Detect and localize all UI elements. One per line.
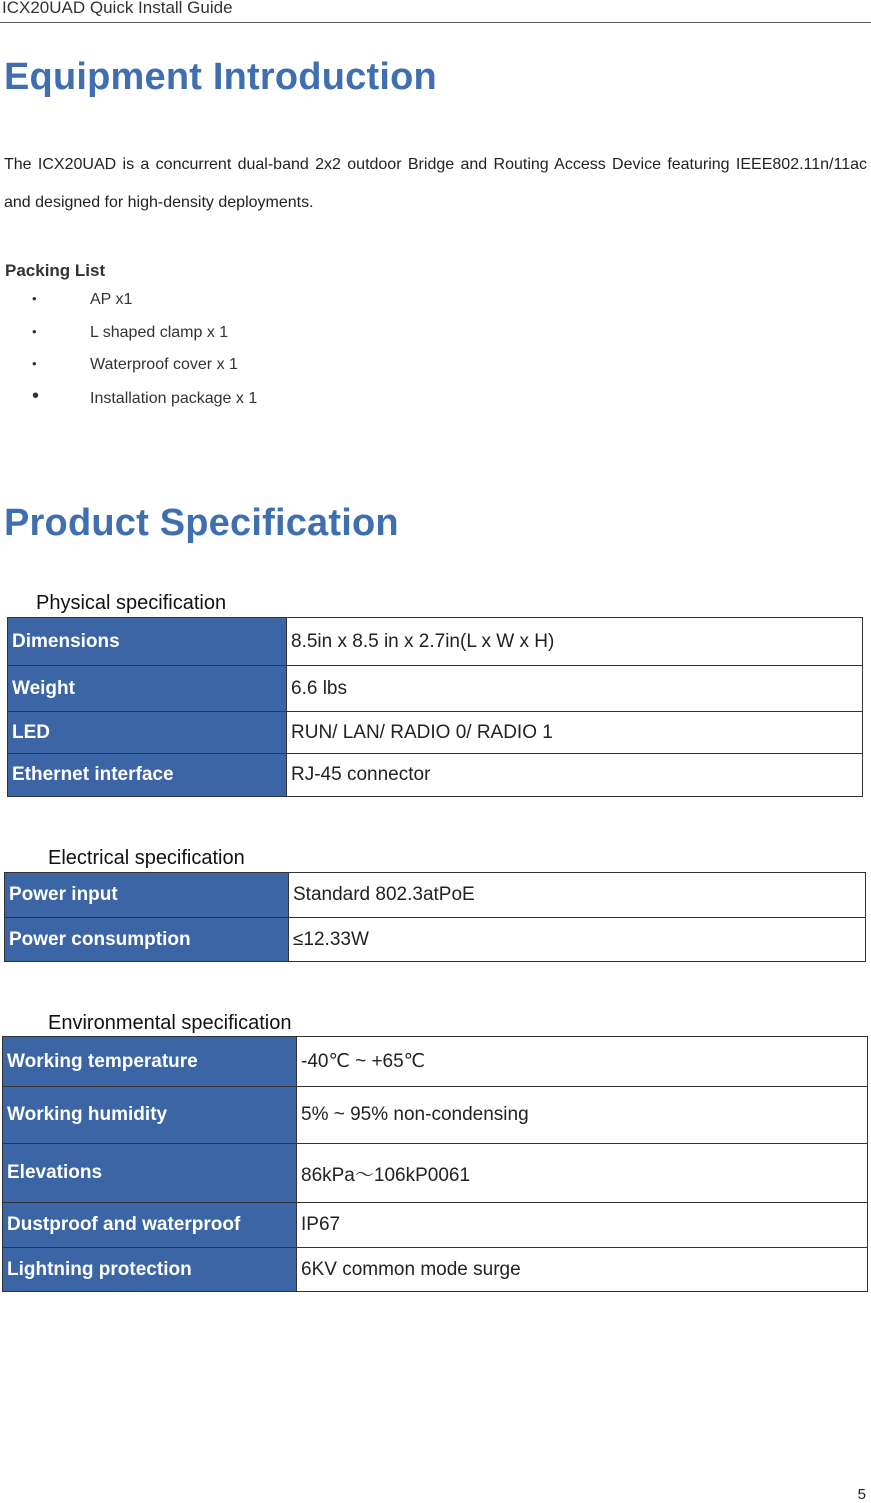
table-row: Lightning protection 6KV common mode surge bbox=[3, 1248, 868, 1292]
bullet-icon: • bbox=[32, 291, 37, 306]
electrical-spec-title: Electrical specification bbox=[48, 847, 245, 869]
table-row: Dimensions 8.5in x 8.5 in x 2.7in(L x W x H) bbox=[8, 618, 863, 666]
table-row: Dustproof and waterproof IP67 bbox=[3, 1203, 868, 1248]
table-row: LED RUN/ LAN/ RADIO 0/ RADIO 1 bbox=[8, 712, 863, 754]
bullet-icon: • bbox=[32, 356, 37, 371]
physical-spec-title: Physical specification bbox=[36, 592, 227, 614]
table-row: Elevations 86kPa～106kP0061 bbox=[3, 1144, 868, 1203]
table-row: Working humidity 5% ~ 95% non-condensing bbox=[3, 1087, 868, 1144]
bullet-icon: • bbox=[32, 324, 37, 339]
table-row: Power input Standard 802.3atPoE bbox=[5, 873, 866, 918]
equipment-introduction-heading: Equipment Introduction bbox=[4, 56, 437, 98]
document-title: ICX20UAD Quick Install Guide bbox=[2, 0, 233, 17]
environmental-spec-table bbox=[2, 1036, 868, 1292]
page-number: 5 bbox=[857, 1486, 866, 1503]
product-specification-heading: Product Specification bbox=[4, 502, 399, 544]
environmental-spec-title: Environmental specification bbox=[48, 1012, 292, 1034]
physical-spec-table bbox=[7, 617, 863, 797]
table-row: Weight 6.6 lbs bbox=[8, 666, 863, 712]
intro-paragraph: The ICX20UAD is a concurrent dual-band 2x2 outdoor Bridge and Routing Access Device featuring IEEE802.11n/11ac and designed for high-density deployments. bbox=[4, 156, 867, 211]
table-row: Working temperature -40℃ ~ +65℃ bbox=[3, 1037, 868, 1087]
bullet-icon: • bbox=[32, 385, 40, 407]
table-row: Power consumption ≤12.33W bbox=[5, 918, 866, 962]
electrical-spec-table bbox=[4, 872, 866, 962]
packing-list-title: Packing List bbox=[5, 261, 106, 280]
running-header bbox=[0, 0, 871, 23]
table-row: Ethernet interface RJ-45 connector bbox=[8, 754, 863, 797]
